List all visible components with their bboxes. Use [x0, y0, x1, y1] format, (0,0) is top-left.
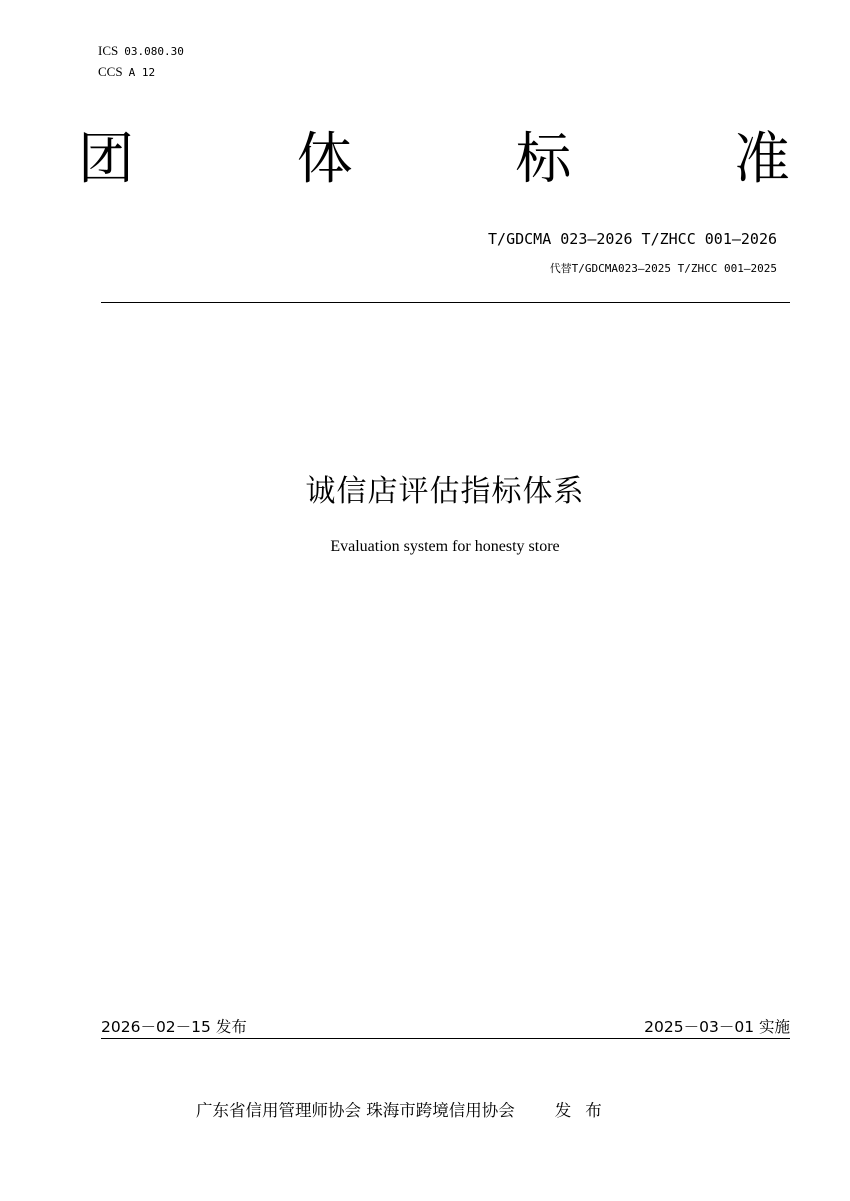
- doc-type-char: 准: [733, 127, 790, 192]
- implement-date: 2025－03－01 实施: [644, 1018, 790, 1036]
- ccs-label: CCS: [98, 64, 123, 79]
- document-title-chinese: 诚信店评估指标体系: [305, 474, 585, 509]
- ccs-value: A 12: [128, 66, 156, 79]
- issuer-orgs: 广东省信用管理师协会 珠海市跨境信用协会: [196, 1101, 515, 1120]
- document-title-english: Evaluation system for honesty store: [330, 538, 560, 555]
- doc-type-char: 体: [296, 127, 353, 192]
- doc-type-char: 标: [515, 127, 572, 192]
- standard-number: T/GDCMA 023—2026 T/ZHCC 001—2026: [488, 230, 777, 248]
- issuing-organizations: [196, 1097, 616, 1121]
- top-divider: [101, 302, 790, 303]
- bottom-divider: [101, 1038, 790, 1039]
- classification-codes: [98, 41, 184, 83]
- ics-line: [98, 41, 184, 62]
- issue-word: 发布: [554, 1101, 616, 1120]
- doc-type-char: 团: [78, 127, 134, 192]
- ics-value: 03.080.30: [124, 45, 184, 58]
- ccs-line: [98, 62, 184, 83]
- replaces-line: 代替T/GDCMA023—2025 T/ZHCC 001—2025: [549, 262, 777, 275]
- document-type-heading: [78, 128, 790, 192]
- ics-label: ICS: [98, 43, 119, 58]
- publish-date: 2026－02－15 发布: [101, 1018, 247, 1036]
